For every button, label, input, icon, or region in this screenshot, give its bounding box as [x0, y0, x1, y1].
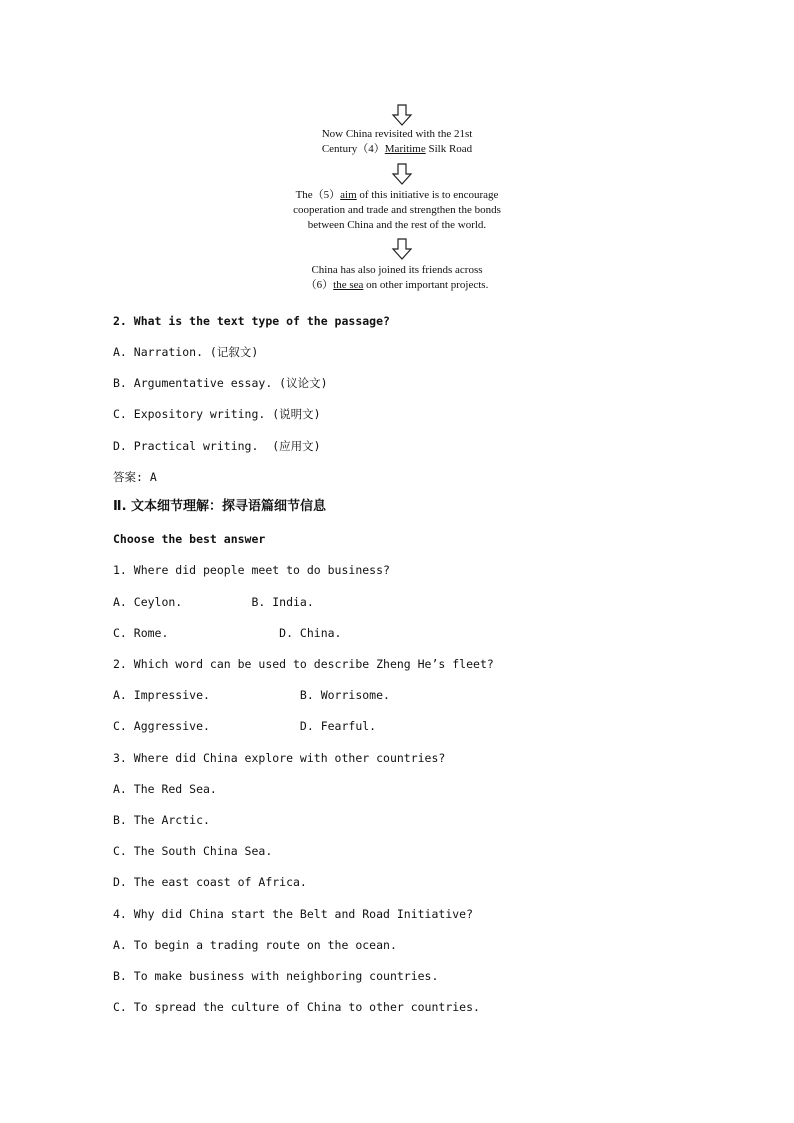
question-3-option-b: B. The Arctic.	[113, 813, 210, 827]
flow-text: Silk Road	[425, 143, 473, 155]
question-3-option-d: D. The east coast of Africa.	[113, 875, 307, 889]
question-4-option-a: A. To begin a trading route on the ocean.	[113, 938, 397, 952]
flow-box-2-line-1	[0, 188, 794, 203]
blank-answer-6: the sea	[333, 279, 364, 291]
flow-text: of this initiative is to encourage	[356, 189, 499, 201]
blank-number-4: Century（4）	[321, 143, 385, 155]
question-3-option-a: A. The Red Sea.	[113, 782, 217, 796]
blank-number-6: （6）	[305, 279, 334, 291]
option-b: B. Argumentative essay. (议论文)	[113, 376, 328, 390]
flow-box-3-line-1: China has also joined its friends across	[311, 264, 483, 276]
flow-text: on other important projects.	[363, 279, 489, 291]
blank-number-5: The（5）	[295, 189, 341, 201]
question-4-option-c: C. To spread the culture of China to other countries.	[113, 1000, 480, 1014]
question-1: 1. Where did people meet to do business?	[113, 563, 390, 577]
question-text-type: 2. What is the text type of the passage?	[113, 314, 390, 328]
blank-answer-4: Maritime	[384, 143, 426, 155]
flow-box-2-line-3: between China and the rest of the world.	[307, 219, 487, 231]
question-1-options-row-2: C. Rome. D. China.	[113, 626, 342, 640]
down-arrow-icon	[391, 238, 413, 260]
down-arrow-icon	[391, 104, 413, 126]
option-a: A. Narration. (记叙文)	[113, 345, 259, 359]
question-1-options-row-1: A. Ceylon. B. India.	[113, 595, 314, 609]
flow-box-1	[0, 127, 794, 157]
down-arrow-icon	[391, 163, 413, 185]
flow-box-1-line-2	[0, 142, 794, 157]
flow-box-2-line-2: cooperation and trade and strengthen the bonds	[293, 204, 501, 216]
question-4: 4. Why did China start the Belt and Road Initiative?	[113, 907, 474, 921]
option-d: D. Practical writing. (应用文)	[113, 439, 321, 453]
question-4-option-b: B. To make business with neighboring countries.	[113, 969, 439, 983]
question-3-option-c: C. The South China Sea.	[113, 844, 273, 858]
question-3: 3. Where did China explore with other countries?	[113, 751, 446, 765]
question-2-options-row-2: C. Aggressive. D. Fearful.	[113, 719, 377, 733]
blank-answer-5: aim	[340, 189, 357, 201]
flow-box-2	[0, 188, 794, 233]
option-c: C. Expository writing. (说明文)	[113, 407, 321, 421]
question-2-options-row-1: A. Impressive. B. Worrisome.	[113, 688, 390, 702]
flow-box-3-line-2	[0, 278, 794, 293]
question-2: 2. Which word can be used to describe Zheng He’s fleet?	[113, 657, 494, 671]
flow-box-1-line-1: Now China revisited with the 21st	[321, 128, 473, 140]
instruction: Choose the best answer	[113, 532, 266, 546]
flow-box-3	[0, 263, 794, 293]
section-heading: Ⅱ. 文本细节理解：探寻语篇细节信息	[113, 499, 327, 514]
answer-line: 答案: A	[113, 470, 157, 484]
